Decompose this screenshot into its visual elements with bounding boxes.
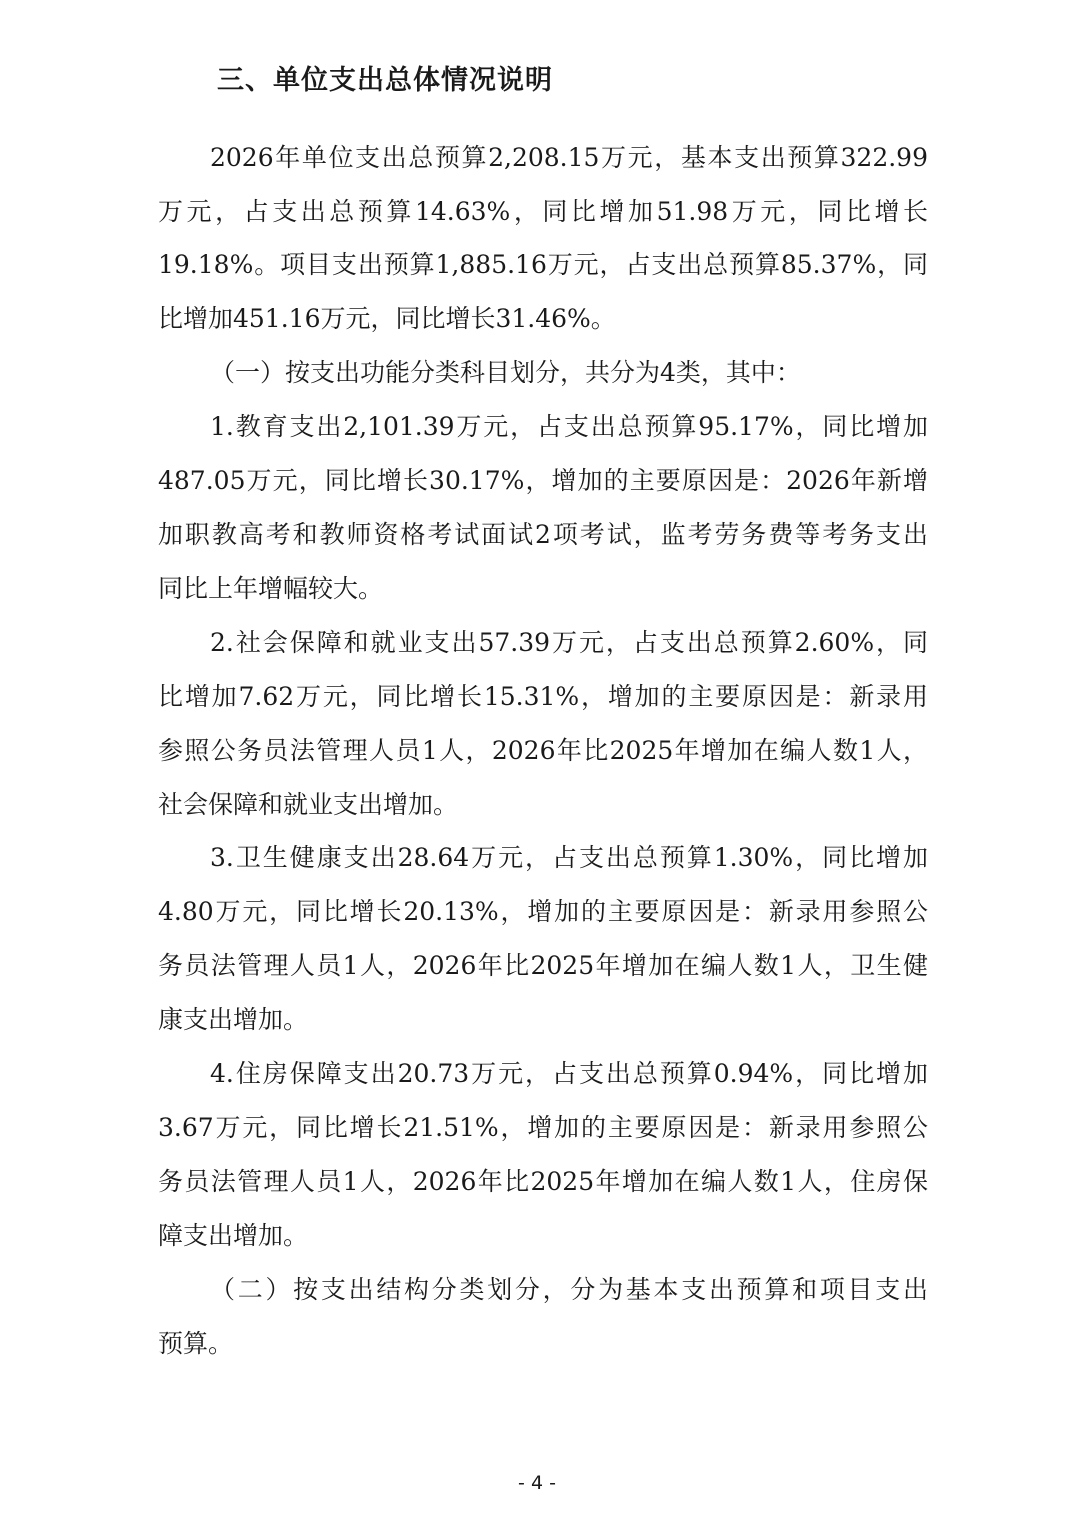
text-line: 4.80万元，同比增长20.13%，增加的主要原因是：新录用参照公 [158, 897, 928, 926]
section-heading: 三、单位支出总体情况说明 [217, 65, 553, 96]
text-line: 4.住房保障支出20.73万元，占支出总预算0.94%，同比增加 [210, 1059, 928, 1088]
text-line: 3.卫生健康支出28.64万元，占支出总预算1.30%，同比增加 [210, 843, 928, 872]
text-line: 487.05万元，同比增长30.17%，增加的主要原因是：2026年新增 [158, 466, 928, 495]
page-number: - 4 - [518, 1472, 556, 1494]
text-line: 2026年单位支出总预算2,208.15万元，基本支出预算322.99 [210, 143, 928, 172]
text-line: 比增加451.16万元，同比增长31.46%。 [158, 304, 616, 333]
text-line: 加职教高考和教师资格考试面试2项考试，监考劳务费等考务支出 [158, 520, 928, 549]
text-line: （一）按支出功能分类科目划分，共分为4类，其中： [210, 358, 801, 387]
text-line: 务员法管理人员1人，2026年比2025年增加在编人数1人，卫生健 [158, 951, 928, 980]
text-line: （二）按支出结构分类划分，分为基本支出预算和项目支出 [210, 1275, 928, 1304]
text-line: 社会保障和就业支出增加。 [158, 790, 459, 819]
text-line: 万元，占支出总预算14.63%，同比增加51.98万元，同比增长 [158, 197, 928, 226]
text-line: 务员法管理人员1人，2026年比2025年增加在编人数1人，住房保 [158, 1167, 928, 1196]
text-line: 同比上年增幅较大。 [158, 574, 384, 603]
text-line: 19.18%。项目支出预算1,885.16万元，占支出总预算85.37%，同 [158, 250, 928, 279]
text-line: 障支出增加。 [158, 1221, 309, 1250]
text-line: 1.教育支出2,101.39万元，占支出总预算95.17%，同比增加 [210, 412, 928, 441]
text-line: 2.社会保障和就业支出57.39万元，占支出总预算2.60%，同 [210, 628, 928, 657]
text-line: 康支出增加。 [158, 1005, 309, 1034]
text-line: 参照公务员法管理人员1人，2026年比2025年增加在编人数1人， [158, 736, 928, 765]
text-line: 比增加7.62万元，同比增长15.31%，增加的主要原因是：新录用 [158, 682, 928, 711]
text-line: 预算。 [158, 1329, 234, 1358]
text-line: 3.67万元，同比增长21.51%，增加的主要原因是：新录用参照公 [158, 1113, 928, 1142]
